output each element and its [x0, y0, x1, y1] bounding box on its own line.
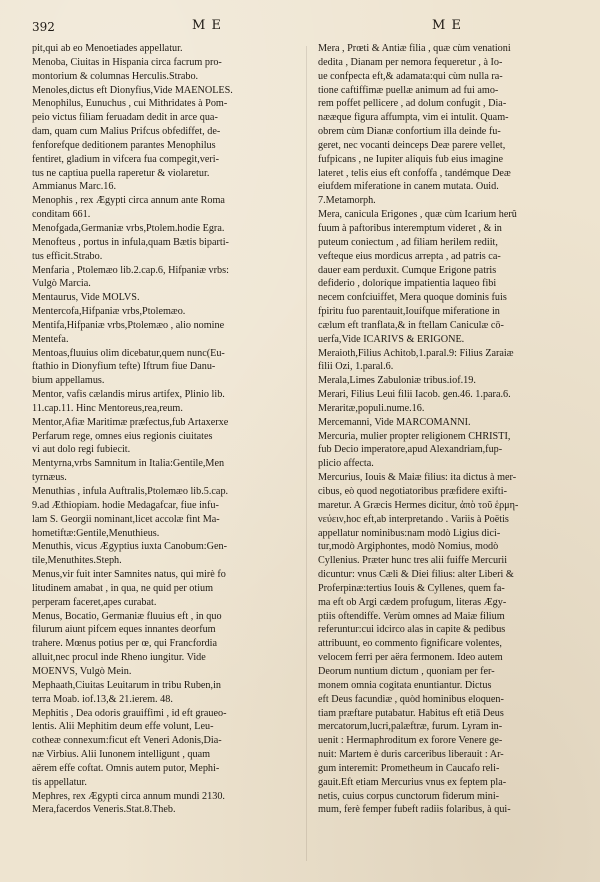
text-line: Mera,facerdos Veneris.Stat.8.Theb. [32, 804, 176, 816]
text-line: conditam 661. [32, 209, 91, 221]
text-line: tis appellatur. [32, 776, 87, 788]
text-line: alluit,nec procul inde Rheno iungitur. Vide [32, 652, 206, 664]
text-line: uerfa,Vide ICARIVS & ERIGONE. [318, 333, 465, 345]
text-line: gauit.Eft etiam Mercurius vnus ex feptem pla- [318, 776, 507, 788]
text-line: 7.Metamorph. [318, 195, 376, 207]
text-line: Meraioth,Filius Achitob,1.paral.9: Filius Zaraiæ [318, 347, 514, 359]
text-line: fufpicans , ne Iupiter aliquis fub eius imagine [318, 153, 504, 165]
text-line: Menuthis, vicus Ægyptius iuxta Canobum:Gen- [32, 541, 227, 553]
text-line: cibus, eò quod negotiatoribus præfidere exifti- [318, 486, 507, 497]
text-line: ma eft ob Argi cædem profugum, literas Ægy- [318, 596, 507, 608]
text-line: Mentefa. [32, 333, 69, 345]
text-line: Mercemanni, Vide MARCOMANNI. [318, 416, 471, 428]
text-line: geret, nec vocanti deinceps Deæ parere vellet, [318, 139, 506, 151]
text-line: vefteque eius mordicus arrepta , ad patris ca- [318, 250, 501, 262]
text-line: hometiftæ:Gentile,Menuthieus. [32, 527, 160, 539]
text-line: Menoles,dictus eft Dionyfius,Vide MAENOLES. [32, 84, 233, 96]
text-line: Mentyrna,vrbs Samnitum in Italia:Gentile,Men [32, 458, 225, 470]
text-line: defiderio , doloríque impatientia laqueo fibi [318, 278, 497, 290]
text-line: aërem effe coftat. Omnis autem putor, Mephi- [32, 762, 220, 774]
text-line: appellatur nominibus:nam modò Ligius dici- [318, 527, 501, 539]
text-line: fpiritu fuo parentauit,Iouífque miferatione in [318, 306, 500, 318]
text-line: 9.ad Æthiopiam. hodie Medagafcar, fiue infu- [32, 499, 219, 511]
text-line: Menofgada,Germaniæ vrbs,Ptolem.hodie Egra. [32, 222, 225, 234]
column-divider [306, 46, 307, 861]
text-line: Mephaath,Ciuitas Leuitarum in tribu Ruben,in [32, 679, 222, 691]
text-line: Mera, canicula Erigones , quæ cùm Icarium herû [318, 209, 517, 221]
text-line: Perfarum rege, omnes eius regionis ciuitates [32, 430, 213, 442]
text-line: attribuunt, eo commento fignificare volentes, [318, 638, 502, 650]
text-line: eiufdem miferatione in canem mutata. Ouid. [318, 181, 499, 193]
text-line: Mentoas,fluuius olim dicebatur,quem nunc(Eu- [32, 347, 225, 359]
text-line: Mentor,Afiæ Maritimæ præfectus,fub Artaxerxe [32, 416, 229, 428]
text-line: lam S. Georgii nominant,licet accolæ fint Ma- [32, 513, 220, 525]
text-line: dicuntur: vnus Cæli & Diei filius: alter Liberi & [318, 569, 514, 581]
text-line: Menuthias , infula Auftralis,Ptolemæo lib.5.cap. [32, 486, 229, 497]
text-line: plicio affecta. [318, 458, 374, 470]
text-line: bium appellamus. [32, 375, 105, 387]
page-header [32, 18, 570, 42]
text-line: tiam præftare putabatur. Habitus eft etiā Deus [318, 707, 504, 719]
text-line: tyrnæus. [32, 472, 67, 484]
text-line: fentiret, gladium in vifcera fua compegit,veri- [32, 153, 219, 165]
text-line: peio victus filiam feruadam dedit in arce qua- [32, 112, 218, 124]
text-line: vi aut dolo regi fubiecit. [32, 444, 131, 456]
text-line: cælum eft tranflata,& in ftellam Caniculæ cō- [318, 319, 504, 331]
text-line: montorium & columnas Herculis.Strabo. [32, 70, 199, 82]
text-line: Menofteus , portus in infula,quam Bætis biparti- [32, 236, 229, 248]
text-line: filurum aiunt pifcem eques innantes deorfum [32, 624, 216, 636]
text-line: gum interemit: Prometheum in Caucafo reli- [318, 762, 500, 774]
text-line: Menus, Bocatio, Germaniæ fluuius eft , in quo [32, 610, 222, 622]
text-line: Mentor, vafis cælandis mirus artifex, Plinio lib. [32, 389, 225, 401]
text-line: Proferpinæ:tertius Iouis & Cyllenes, quem fa- [318, 582, 505, 594]
text-line: MOENVS, Vulgò Mein. [32, 665, 132, 677]
text-line: lateret , telis eius eft confoffa , tandémque Deæ [318, 167, 511, 179]
text-line: fenforefque deditionem parantes Menophilus [32, 139, 216, 151]
text-line: Vulgò Marcia. [32, 278, 91, 290]
text-line: tus ne captiua puella raperetur & violaretur. [32, 167, 210, 179]
text-line: monem omnia cogitata enuntiantur. Dictus [318, 679, 492, 691]
text-line: Mentercofa,Hifpaniæ vrbs,Ptolemæo. [32, 306, 186, 318]
text-line: uenit : Hermaphroditum ex forore Venere ge- [318, 735, 503, 747]
text-line: Menoba, Ciuitas in Hispania circa facrum pro- [32, 56, 222, 68]
text-line: Menus,vir fuit inter Samnites natus, qui mirè fo [32, 569, 226, 581]
text-line: Meraritæ,populi.nume.16. [318, 402, 425, 414]
text-line: pit,qui ab eo Menoetiades appellatur. [32, 43, 183, 54]
page-number: 392 [32, 20, 55, 34]
text-line: fuum à paftoribus interemptum videret , & in [318, 222, 502, 234]
text-line: νεύειν,hoc eft,ab interpretando . Variis à Poëtis [318, 513, 509, 525]
text-line: nuit: Martem è duris carceribus liberauit : Ar- [318, 749, 504, 761]
text-line: ftathio in Dionyfium tefte) Iftrum fiue Danu- [32, 361, 216, 373]
text-line: fub Decio imperatore,apud Alexandriam,fup- [318, 444, 503, 456]
text-line: filii Ozi, 1.paral.6. [318, 361, 394, 373]
text-line: perperam faceret,apes curabat. [32, 596, 157, 608]
text-line: Mercurius, Iouis & Maiæ filius: ita dictus à mer- [318, 472, 517, 484]
text-line: nææque figura affumpta, vim ei intulit. Quam- [318, 112, 509, 124]
text-line: Mephres, rex Ægypti circa annum mundi 2130. [32, 790, 225, 802]
text-line: dam, quam cum Malius Prifcus obfediffet, de- [32, 126, 221, 138]
text-line: tus efficit.Strabo. [32, 250, 103, 262]
right-column [318, 42, 588, 817]
text-line: obrem cùm Dianæ confortium illa deinde fu- [318, 126, 501, 138]
left-column [32, 42, 294, 817]
text-line: maretur. A Græcis Hermes dicitur, ἀπὸ τοῦ ἑρμη- [318, 499, 519, 511]
text-line: netis, cuius corpus cunctorum fiderum mini- [318, 790, 500, 802]
running-head-left: M E [192, 18, 222, 33]
text-line: tile,Menuthites.Steph. [32, 555, 122, 567]
text-line: dedita , Dianam per nemora fequeretur , à Io- [318, 56, 503, 68]
text-line: Mentifa,Hifpaniæ vrbs,Ptolemæo , alio nomine [32, 319, 225, 331]
text-line: velocem ferri per aëra fermonem. Ideo autem [318, 652, 503, 664]
text-line: mum, ferè femper fubeft radiis folaribus, à qui- [318, 804, 511, 816]
text-line: mercatorum,lucri,palæftræ, furum. Lyram in- [318, 721, 503, 733]
text-line: Mercuria, mulier propter religionem CHRISTI, [318, 430, 511, 442]
text-line: Cyllenius. Præter hunc tres alii fuiffe Mercurii [318, 555, 508, 567]
text-line: tione caftiffimæ puellæ animum ad fui amo- [318, 84, 499, 96]
text-line: tur,modò Argiphontes, modò Nomius, modò [318, 541, 499, 553]
text-line: terra Moab. iof.13,& 21.ierem. 48. [32, 693, 173, 705]
text-line: Menophilus, Eunuchus , cui Mithridates à Pom- [32, 98, 228, 110]
text-line: Mera , Prœti & Antiæ filia , quæ cùm venationi [318, 43, 511, 54]
text-line: Merari, Filius Leui filii Iacob. gen.46. 1.para.6. [318, 389, 511, 401]
text-line: referuntur:cui idcirco alas in capite & pedibus [318, 624, 506, 636]
text-line: eft Deus facundiæ , quòd hominibus eloquen- [318, 693, 504, 705]
text-line: Mephitis , Dea odoris grauiffimi , id eft graueo- [32, 707, 227, 719]
text-line: Merala,Limes Zabuloniæ tribus.iof.19. [318, 375, 476, 387]
text-line: litudinem amabat , in qua, ne quid per otium [32, 582, 214, 594]
text-line: ptiis oftendiffe. Verùm omnes ad Maiæ filium [318, 610, 505, 622]
text-line: næ Virbius. Alii Iunonem intelligunt , quam [32, 749, 211, 761]
text-line: cotheæ connexum:ficut eft Veneri Adonis,Dia- [32, 735, 222, 747]
text-line: puteum coniectum , ad filiam herilem rediit, [318, 236, 498, 248]
running-head-right: M E [432, 18, 462, 33]
text-line: Mentaurus, Vide MOLVS. [32, 292, 140, 304]
text-line: Menfaria , Ptolemæo lib.2.cap.6, Hifpaniæ vrbs: [32, 264, 229, 276]
text-line: lentis. Alii Mephitim deum effe volunt, Leu- [32, 721, 214, 733]
text-line: necem confciuiffet, Mera quoque dominis fuis [318, 292, 507, 304]
text-line: dauer eam perduxit. Cumque Erigone patris [318, 264, 497, 276]
text-line: Menophis , rex Ægypti circa annum ante Roma [32, 195, 225, 207]
text-line: Ammianus Marc.16. [32, 181, 117, 193]
text-line: ue confpecta eft,& adamata:qui cùm nulla ra- [318, 70, 503, 82]
text-line: trahere. Mœnus potius per œ, qui Francfordia [32, 638, 218, 650]
text-line: Deorum nuntium dictum , quoniam per fer- [318, 665, 495, 677]
text-line: rem poffet pellicere , ad dolum confugit , Dia- [318, 98, 507, 110]
text-line: 11.cap.11. Hinc Mentoreus,rea,reum. [32, 402, 183, 414]
